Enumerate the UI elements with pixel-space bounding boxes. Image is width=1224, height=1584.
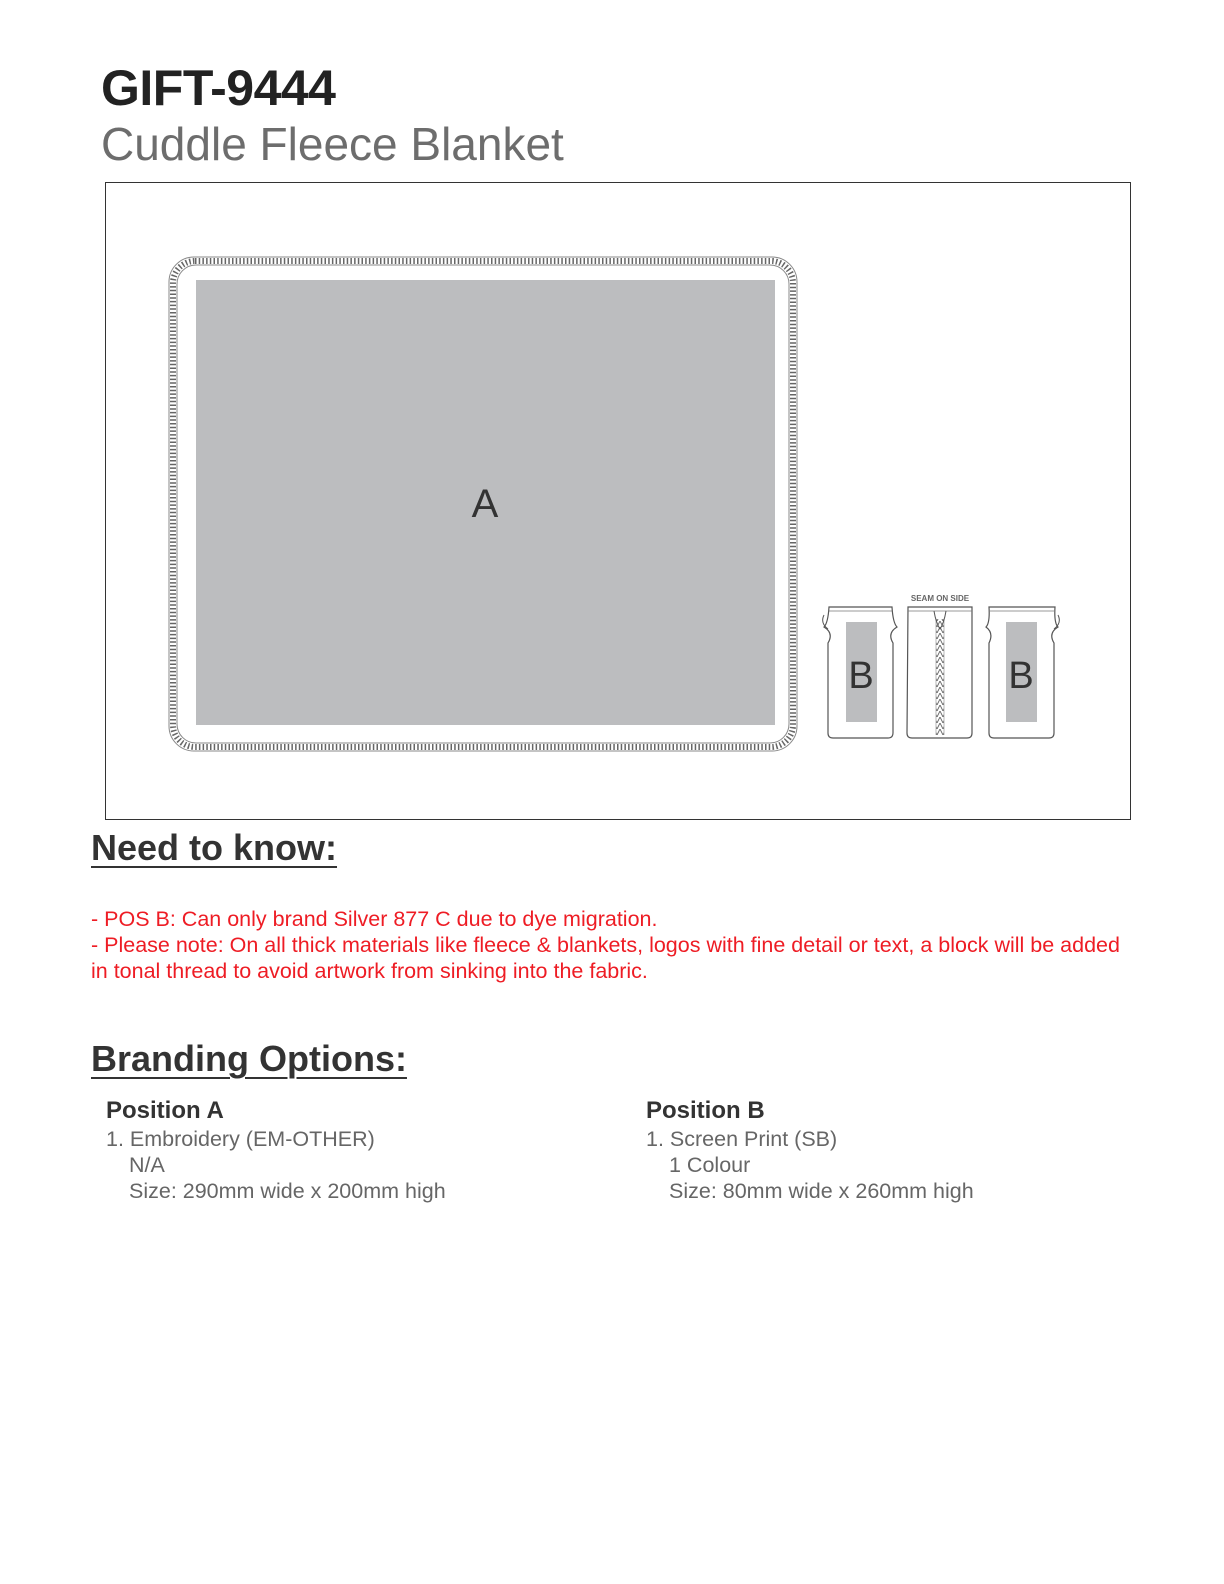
blanket-illustration xyxy=(169,257,797,751)
product-name: Cuddle Fleece Blanket xyxy=(101,118,564,170)
label-b-back: B xyxy=(1008,655,1034,697)
position-a-method: 1. Embroidery (EM-OTHER) xyxy=(106,1127,375,1151)
position-b-detail: 1 Colour xyxy=(669,1153,751,1177)
position-b-block xyxy=(646,1096,1146,1204)
label-a: A xyxy=(471,482,499,526)
position-a-detail: N/A xyxy=(129,1153,165,1177)
note-item: - POS B: Can only brand Silver 877 C due to dye migration. xyxy=(91,907,658,931)
pouch-side-illustration xyxy=(907,594,972,738)
diagram-canvas xyxy=(106,183,1132,821)
position-b-size: Size: 80mm wide x 260mm high xyxy=(669,1179,974,1203)
note-item: - Please note: On all thick materials like fleece & blankets, logos with fine detail or text, a block will be added in tonal thread to avoid artwork from sinking into the fabric. xyxy=(91,933,1120,983)
position-b-method: 1. Screen Print (SB) xyxy=(646,1127,838,1151)
product-code: GIFT-9444 xyxy=(101,60,336,116)
pouch-back-illustration xyxy=(986,607,1059,738)
need-to-know-notes xyxy=(91,906,1131,984)
seam-label: SEAM ON SIDE xyxy=(910,594,970,603)
branding-options-heading: Branding Options: xyxy=(91,1038,407,1079)
label-b-front: B xyxy=(848,655,874,697)
position-a-block xyxy=(106,1096,606,1204)
product-diagram xyxy=(105,182,1131,820)
pouch-front-illustration xyxy=(823,607,897,738)
need-to-know-heading: Need to know: xyxy=(91,827,338,868)
position-a-title: Position A xyxy=(106,1097,224,1124)
position-a-size: Size: 290mm wide x 200mm high xyxy=(129,1179,446,1203)
position-b-title: Position B xyxy=(646,1097,765,1124)
